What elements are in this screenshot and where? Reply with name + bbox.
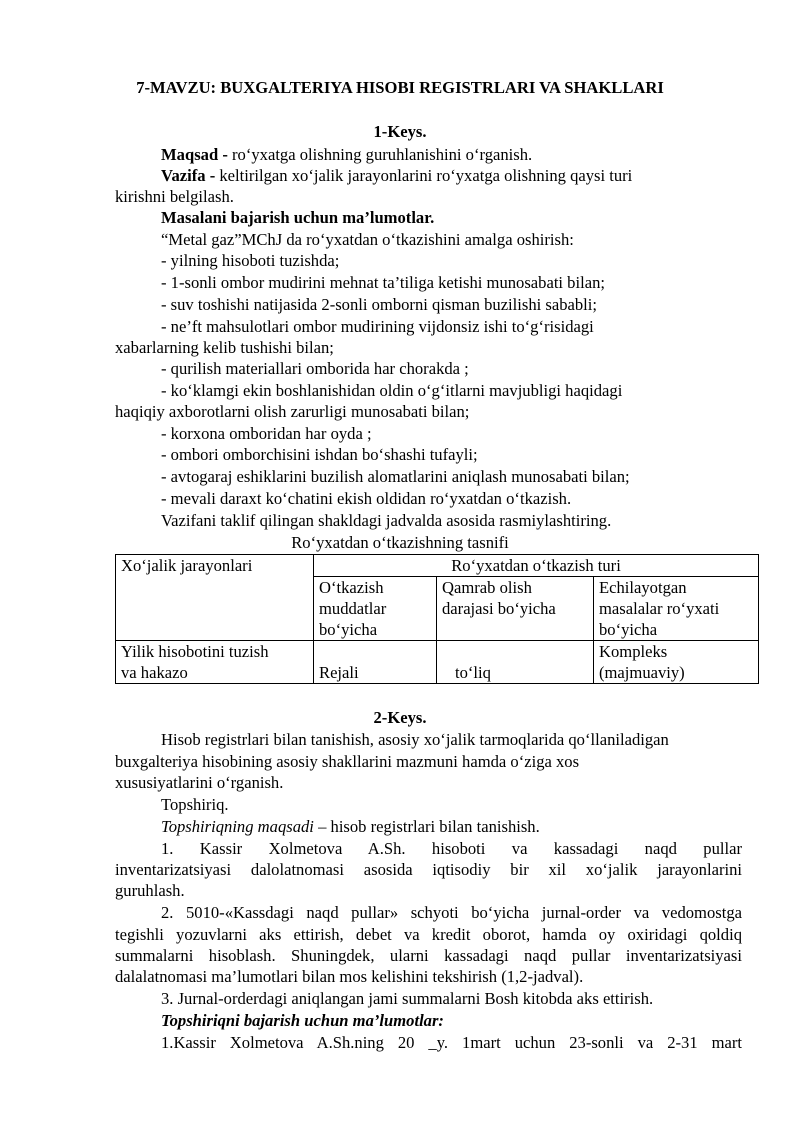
table-header-row — [116, 555, 759, 577]
case2-intro-cont: xususiyatlarini o‘rganish. — [115, 773, 284, 792]
list-item: - 1-sonli ombor mudirini mehnat ta’tiliga ketishi munosabati bilan; — [161, 273, 605, 292]
list-item: - ne’ft mahsulotlari ombor mudirining vijdonsiz ishi to‘g‘risidagi — [161, 317, 594, 336]
cell-coverage: to‘liq — [437, 641, 594, 684]
case1-vazifa — [161, 165, 632, 186]
case1-intro: “Metal gaz”MChJ da ro‘yxatdan o‘tkazishini amalga oshirish: — [161, 230, 574, 249]
table-caption: Ro‘yxatdan o‘tkazishning tasnifi — [291, 533, 509, 552]
task-1-cont: inventarizatsiyasi dalolatnomasi asosida iqtisodiy bir xil xo‘jalik jarayonlarini — [115, 860, 742, 879]
classification-table — [115, 554, 759, 684]
masala-heading: Masalani bajarish uchun ma’lumotlar. — [161, 208, 435, 227]
case2-intro: Hisob registrlari bilan tanishish, asosiy xo‘jalik tarmoqlarida qo‘llaniladigan — [161, 730, 669, 749]
subheader-tasks: Echilayotgan masalalar ro‘yxati bo‘yicha — [594, 577, 759, 641]
header-operations: Xo‘jalik jarayonlari — [116, 555, 314, 641]
case1-vazifa-cont: kirishni belgilash. — [115, 187, 234, 206]
header-group: Ro‘yxatdan o‘tkazish turi — [314, 555, 759, 577]
task-2-cont: tegishli yozuvlarni aks ettirish, debet va kredit oborot, hamda oy oxiridagi qoldiq — [115, 925, 742, 944]
page-title: 7-MAVZU: BUXGALTERIYA HISOBI REGISTRLARI VA SHAKLLARI — [136, 78, 664, 97]
list-item: - yilning hisoboti tuzishda; — [161, 251, 340, 270]
subheader-coverage: Qamrab olish darajasi bo‘yicha — [437, 577, 594, 641]
data-heading: Topshiriqni bajarish uchun ma’lumotlar: — [161, 1011, 444, 1030]
task-1: 1. Kassir Xolmetova A.Sh. hisoboti va kassadagi naqd pullar — [161, 839, 742, 858]
task-3: 3. Jurnal-orderdagi aniqlangan jami summalarni Bosh kitobda aks ettirish. — [161, 989, 654, 1008]
task-2-cont: summalarni hisoblash. Shuningdek, ularni kassadagi naqd pullar inventarizatsiyasi — [115, 946, 742, 965]
list-item: - qurilish materiallari omborida har chorakda ; — [161, 359, 469, 378]
task-2: 2. 5010-«Kassdagi naqd pullar» schyoti bo‘yicha jurnal-order va vedomostga — [161, 903, 742, 922]
case1-heading: 1-Keys. — [373, 122, 427, 141]
topshiriq-goal — [161, 816, 540, 837]
task-2-cont: dalalatnomasi ma’lumotlari bilan mos kelishini tekshirish (1,2-jadval). — [115, 967, 584, 986]
goal-text: – hisob registrlari bilan tanishish. — [313, 817, 540, 836]
maqsad-label: Maqsad - — [161, 145, 228, 164]
table-row — [116, 641, 759, 684]
list-item: - ko‘klamgi ekin boshlanishidan oldin o‘g‘itlarni mavjubligi haqidagi — [161, 381, 623, 400]
subheader-period: O‘tkazish muddatlar bo‘yicha — [314, 577, 437, 641]
case2-heading: 2-Keys. — [373, 708, 427, 727]
list-item: - korxona omboridan har oyda ; — [161, 424, 372, 443]
list-item-cont: haqiqiy axborotlarni olish zarurligi munosabati bilan; — [115, 402, 470, 421]
list-item-cont: xabarlarning kelib tushishi bilan; — [115, 338, 334, 357]
list-item: - ombori omborchisini ishdan bo‘shashi tufayli; — [161, 445, 478, 464]
cell-period: Rejali — [314, 641, 437, 684]
case1-maqsad — [161, 144, 532, 165]
data-line: 1.Kassir Xolmetova A.Sh.ning 20 _y. 1mart uchun 23-sonli va 2-31 mart — [161, 1033, 742, 1052]
maqsad-text: ro‘yxatga olishning guruhlanishini o‘rganish. — [227, 145, 533, 164]
cell-tasks: Kompleks (majmuaviy) — [594, 641, 759, 684]
case2-intro-cont: buxgalteriya hisobining asosiy shakllarini mazmuni hamda o‘ziga xos — [115, 752, 580, 771]
goal-label: Topshiriqning maqsadi — [161, 817, 314, 836]
topshiriq-label: Topshiriq. — [161, 795, 229, 814]
list-item: - mevali daraxt ko‘chatini ekish oldidan ro‘yxatdan o‘tkazish. — [161, 489, 572, 508]
case1-vazifani: Vazifani taklif qilingan shakldagi jadvalda asosida rasmiylashtiring. — [161, 511, 612, 530]
vazifa-text: keltirilgan xo‘jalik jarayonlarini ro‘yxatga olishning qaysi turi — [215, 166, 633, 185]
list-item: - avtogaraj eshiklarini buzilish alomatlarini aniqlash munosabati bilan; — [161, 467, 630, 486]
vazifa-label: Vazifa - — [161, 166, 216, 185]
task-1-cont: guruhlash. — [115, 881, 185, 900]
cell-operation: Yilik hisobotini tuzish va hakazo — [116, 641, 314, 684]
list-item: - suv toshishi natijasida 2-sonli omborni qisman buzilishi sababli; — [161, 295, 598, 314]
